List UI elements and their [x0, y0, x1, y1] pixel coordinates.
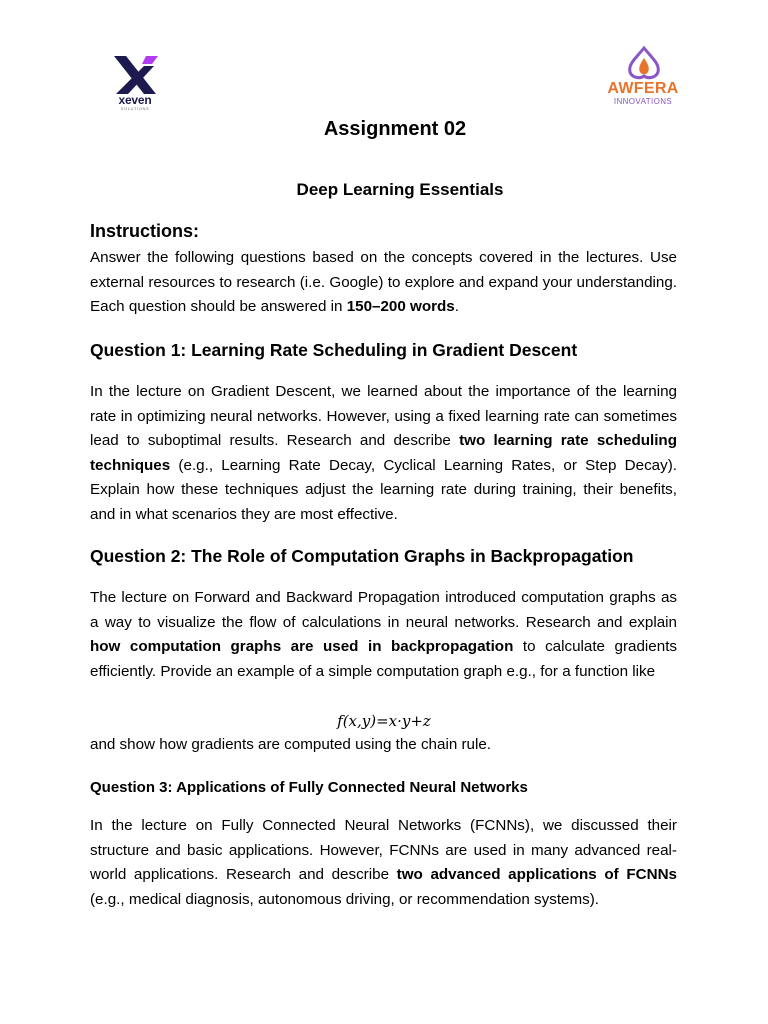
document-title: Assignment 02: [323, 118, 467, 140]
q1-text: In the lecture on Gradient Descent, we learned about the importance of the learning rate in optimizing neural networks. However, using a fixed learning rate can sometimes lead to suboptimal results. Research and describe: [90, 383, 677, 449]
q3-text-end: (e.g., medical diagnosis, autonomous driving, or recommendation systems).: [90, 890, 600, 908]
question-1-paragraph: [90, 380, 677, 527]
question-2-heading: Question 2: The Role of Computation Graphs in Backpropagation: [90, 546, 634, 566]
q2-text: The lecture on Forward and Backward Propagation introduced computation graphs as a way to visualize the flow of calculations in neural networks. Research and explain: [90, 589, 677, 631]
q2-emphasis: how computation graphs are used in backpropagation: [90, 638, 514, 655]
question-3-paragraph: [90, 814, 677, 912]
document-subtitle: Deep Learning Essentials: [296, 180, 504, 199]
q2-closing-text: and show how gradients are computed using the chain rule.: [90, 736, 492, 753]
question-3-heading: Question 3: Applications of Fully Connected Neural Networks: [90, 779, 528, 796]
awfera-tagline: INNOVATIONS: [613, 97, 673, 106]
question-1-heading: Question 1: Learning Rate Scheduling in Gradient Descent: [90, 340, 578, 360]
xeven-tagline: SOLUTIONS: [120, 106, 150, 111]
instructions-paragraph: [90, 246, 677, 320]
q3-text: In the lecture on Fully Connected Neural Networks (FCNNs), we discussed their structure and basic applications. However, FCNNs are used in many advanced real-world applications. Research and describe: [90, 817, 677, 883]
q3-emphasis: two advanced applications of FCNNs: [396, 866, 677, 883]
instructions-heading: Instructions:: [90, 221, 200, 241]
instructions-text: Answer the following questions based on the concepts covered in the lectures. Use external resources to research (i.e. Google) to explore and expand your understanding. Each question should be answered in: [90, 249, 677, 315]
xeven-wordmark: xeven: [118, 93, 152, 107]
xeven-x-mark-icon: [108, 52, 162, 96]
awfera-flame-icon: [606, 44, 682, 80]
word-count-emphasis: 150–200 words: [346, 298, 455, 315]
q1-emphasis: two learning rate scheduling techniques: [90, 432, 677, 474]
q1-text-end: (e.g., Learning Rate Decay, Cyclical Learning Rates, or Step Decay). Explain how these techniques adjust the learning rate during training, their benefits, and in what scenarios they are most effective.: [90, 456, 677, 523]
instructions-text-end: .: [454, 298, 459, 315]
question-2-closing: [90, 733, 677, 758]
awfera-wordmark: AWFERA: [607, 80, 679, 97]
q2-text-end: to calculate gradients efficiently. Provide an example of a simple computation graph e.g., for a function like: [90, 638, 678, 680]
question-2-paragraph: [90, 586, 677, 684]
formula: f(x,y)=x·y+z: [337, 712, 431, 730]
